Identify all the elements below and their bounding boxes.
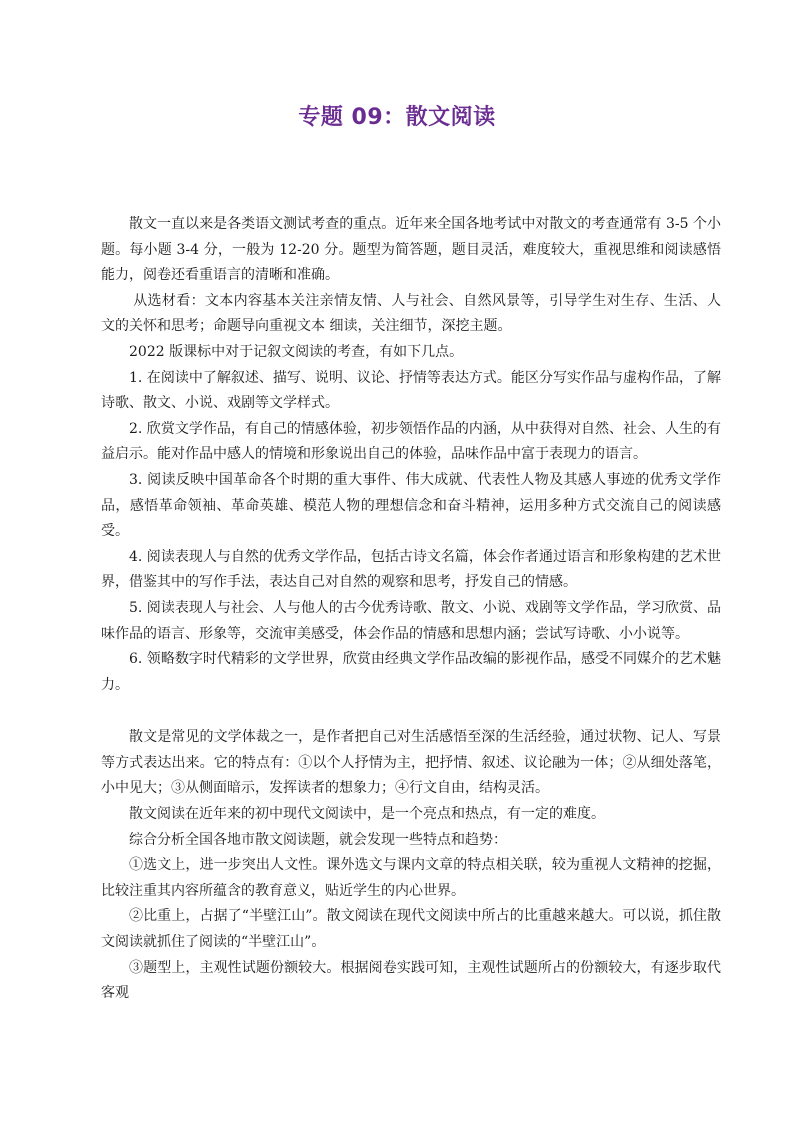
paragraph: 综合分析全国各地市散文阅读题，就会发现一些特点和趋势：	[129, 831, 507, 848]
paragraph: 散文一直以来是各类语文测试考查的重点。近年来全国各地考试中对散文的考查通常有 3-5 个小题。每小题 3-4 分，一般为 12-20 分。题型为简答题，题目灵活，难度较大，重视思维和阅读感悟能力，阅卷还看重语言的清晰和准确。	[101, 216, 721, 284]
paragraph: 散文是常见的文学体裁之一，是作者把自己对生活感悟至深的生活经验，通过状物、记人、写景等方式表达出来。它的特点有：①以个人抒情为主，把抒情、叙述、议论融为一体；②从细处落笔，小中见大；③从侧面暗示，发挥读者的想象力；④行文自由，结构灵活。	[101, 729, 721, 797]
list-item: 1. 在阅读中了解叙述、描写、说明、议论、抒情等表达方式。能区分写实作品与虚构作品，了解诗歌、散文、小说、戏剧等文学样式。	[101, 369, 721, 412]
paragraph: 2022 版课标中对于记叙文阅读的考查，有如下几点。	[129, 343, 464, 360]
paragraph: 散文阅读在近年来的初中现代文阅读中，是一个亮点和热点，有一定的难度。	[129, 806, 605, 823]
list-item: ①选文上，进一步突出人文性。课外选文与课内文章的特点相关联，较为重视人文精神的挖掘，比较注重其内容所蕴含的教育意义，贴近学生的内心世界。	[101, 857, 721, 899]
list-item: ②比重上，占据了“半壁江山”。散文阅读在现代文阅读中所占的比重越来越大。可以说，抓住散文阅读就抓住了阅读的“半壁江山”。	[101, 908, 721, 951]
paragraph: 从选材看：文本内容基本关注亲情友情、人与社会、自然风景等，引导学生对生存、生活、人文的关怀和思考；命题导向重视文本 细读，关注细节，深挖主题。	[101, 292, 721, 335]
list-item: 5. 阅读表现人与社会、人与他人的古今优秀诗歌、散文、小说、戏剧等文学作品，学习欣赏、品味作品的语言、形象等，交流审美感受，体会作品的情感和思想内涵；尝试写诗歌、小小说等。	[101, 599, 721, 642]
document-body	[101, 212, 721, 1007]
list-item: 6. 领略数字时代精彩的文学世界，欣赏由经典文学作品改编的影视作品，感受不同媒介的艺术魅力。	[101, 651, 721, 693]
list-item: 4. 阅读表现人与自然的优秀文学作品，包括古诗文名篇，体会作者通过语言和形象构建的艺术世界，借鉴其中的写作手法，表达自己对自然的观察和思考，抒发自己的情感。	[101, 548, 721, 591]
list-item: 3. 阅读反映中国革命各个时期的重大事件、伟大成就、代表性人物及其感人事迹的优秀文学作品，感悟革命领袖、革命英雄、模范人物的理想信念和奋斗精神，运用多种方式交流自己的阅读感受。	[101, 471, 721, 540]
list-item: ③题型上，主观性试题份额较大。根据阅卷实践可知，主观性试题所占的份额较大，有逐步取代客观	[101, 959, 721, 1002]
section-gap	[101, 698, 721, 725]
list-item: 2. 欣赏文学作品，有自己的情感体验，初步领悟作品的内涵，从中获得对自然、社会、人生的有益启示。能对作品中感人的情境和形象说出自己的体验，品味作品中富于表现力的语言。	[101, 420, 721, 463]
page-title: 专题 09：散文阅读	[298, 105, 496, 130]
